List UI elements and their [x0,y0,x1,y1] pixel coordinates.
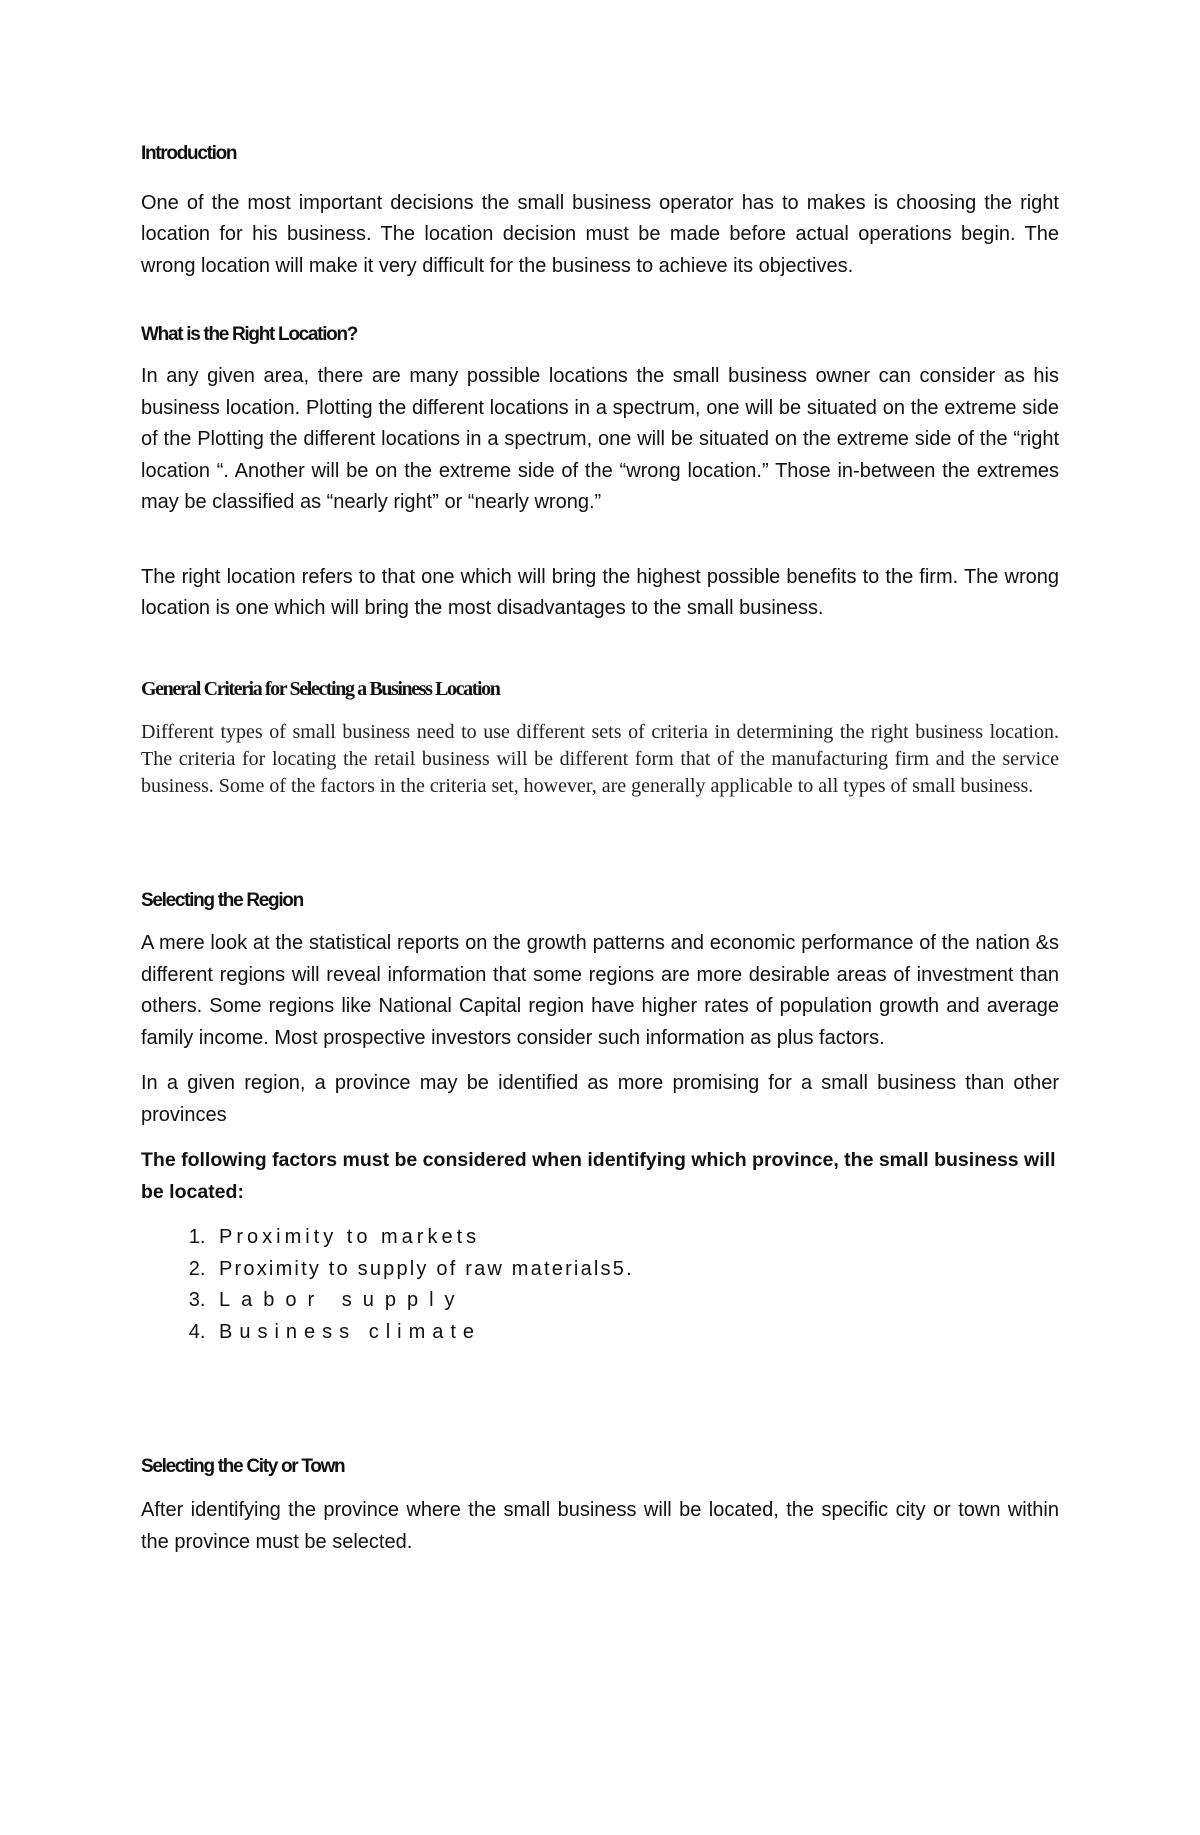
factor-label: Proximity to markets [219,1226,481,1249]
list-item [211,1317,1059,1349]
paragraph-introduction: One of the most important decisions the small business operator has to makes is choosing the right location for his business. The location decision must be made before actual operations begin. The wrong location will make it very difficult for the business to achieve its objectives. [141,191,1059,277]
factors-list [141,1222,1059,1348]
section-title-introduction: Introduction [141,143,237,164]
paragraph-region-2: In a given region, a province may be identified as more promising for a small business than other provinces [141,1072,1059,1126]
paragraph-right-location-2: The right location refers to that one which will bring the highest possible benefits to the firm. The wrong location is one which will bring the most disadvantages to the small business. [141,565,1059,620]
section-title-selecting-region: Selecting the Region [141,889,303,911]
paragraph-right-location-1: In any given area, there are many possible locations the small business owner can consider as his business location. Plotting the different locations in a spectrum, one will be situated on the extreme side of the Plotting the different locations in a spectrum, one will be situated on the extreme side of the “right location “. Another will be on the extreme side of the “wrong location.” Those in-between the extremes may be classified as “nearly right” or “nearly wrong.” [141,365,1059,514]
factor-label: Labor supply [219,1289,466,1312]
paragraph-factors-intro: The following factors must be considered when identifying which province, the small business will be located: [141,1149,1056,1203]
section-title-selecting-city: Selecting the City or Town [141,1456,345,1478]
list-item [211,1254,1059,1286]
section-title-general-criteria: General Criteria for Selecting a Business Location [141,677,500,700]
paragraph-region-1: A mere look at the statistical reports on the growth patterns and economic performance of the nation &s different regions will reveal information that some regions are more desirable areas of investment than others. Some regions like National Capital region have higher rates of population growth and average family income. Most prospective investors consider such information as plus factors. [141,932,1059,1049]
section-title-right-location: What is the Right Location? [141,324,358,346]
paragraph-city: After identifying the province where the small business will be located, the specific city or town within the province must be selected. [141,1499,1059,1553]
factor-label: Business climate [219,1320,482,1343]
paragraph-general-criteria: Different types of small business need to use different sets of criteria in determining the right business location. The criteria for locating the retail business will be different form that of the manufacturing firm and the service business. Some of the factors in the criteria set, however, are generally applicable to all types of small business. [141,720,1059,797]
document-page [141,138,1059,1558]
list-item [211,1285,1059,1317]
factor-label: Proximity to supply of raw materials5. [219,1257,634,1280]
list-item [211,1222,1059,1254]
